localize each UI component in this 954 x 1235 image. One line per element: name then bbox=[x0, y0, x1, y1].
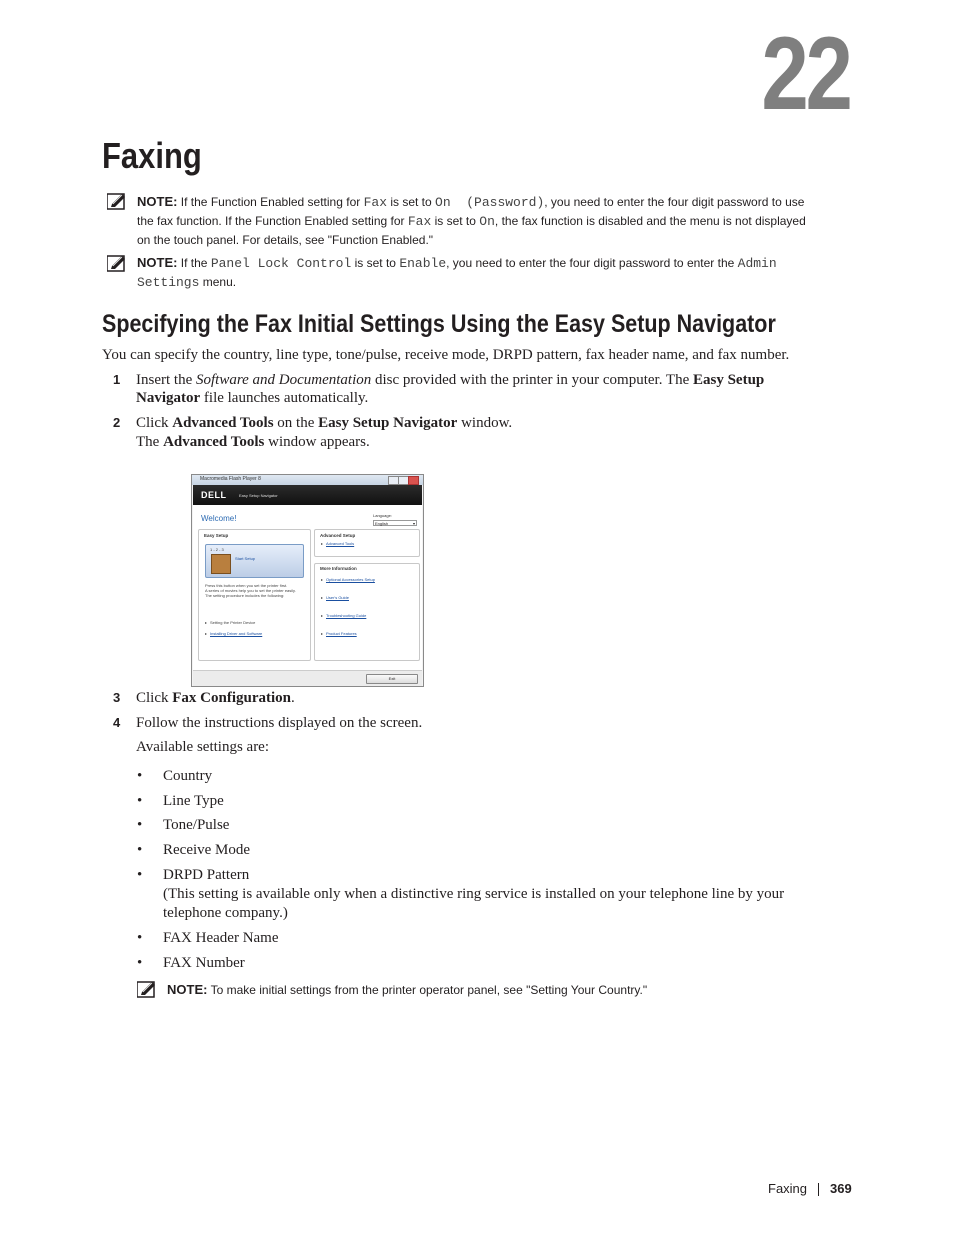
step-text: window appears. bbox=[268, 434, 370, 450]
note-text: To make initial settings from the printer operator panel, see "Setting Your Country." bbox=[210, 983, 648, 997]
note-label: NOTE: bbox=[167, 982, 208, 997]
language-label: Language: bbox=[373, 513, 392, 518]
step-text-bold: Navigator bbox=[136, 390, 201, 406]
banner-nav-title: Easy Setup Navigator bbox=[239, 493, 278, 498]
advanced-tools-link: Advanced Tools bbox=[326, 541, 355, 546]
setting-printer-text: Setting the Printer Device bbox=[210, 620, 256, 625]
welcome-heading: Welcome! bbox=[201, 514, 237, 523]
note-text: , you need to enter the four digit password to use bbox=[544, 195, 805, 209]
section-intro: You can specify the country, line type, tone/pulse, receive mode, DRPD pattern, fax header name, and fax number. bbox=[102, 347, 790, 363]
bullet-arrow-icon: ▸ bbox=[205, 620, 208, 625]
steps-label: 1 - 2 - 3 bbox=[210, 547, 224, 552]
bullet-dot: • bbox=[137, 955, 143, 971]
chapter-number: 22 bbox=[761, 16, 850, 132]
code-text: Settings bbox=[137, 275, 200, 290]
step-number: 3 bbox=[113, 690, 121, 705]
code-text: Fax bbox=[407, 214, 432, 229]
more-information-panel bbox=[314, 563, 420, 661]
step-3-text bbox=[136, 689, 295, 707]
code-text: On bbox=[479, 214, 495, 229]
step-text-italic: Software and Documentation bbox=[195, 372, 372, 388]
panel-title: Advanced Setup bbox=[320, 533, 356, 538]
step-text: window. bbox=[461, 415, 513, 431]
language-select bbox=[373, 520, 417, 526]
step-1-text bbox=[136, 371, 836, 407]
list-item-note: telephone company.) bbox=[163, 905, 288, 921]
step-text-bold: Easy Setup Navigator bbox=[318, 415, 458, 431]
step-number: 1 bbox=[113, 372, 121, 387]
setup-description: A series of movies help you to set the printer easily. bbox=[205, 588, 296, 593]
code-text: Fax bbox=[363, 195, 387, 210]
bullet-arrow-icon: ▸ bbox=[321, 595, 324, 600]
step-2-text bbox=[136, 414, 836, 452]
note-text: is set to bbox=[434, 214, 476, 228]
exit-button: Exit bbox=[366, 674, 418, 684]
note-text: menu. bbox=[202, 275, 237, 289]
setup-description: Press this button when you set the printer first. bbox=[205, 583, 288, 588]
troubleshooting-guide-link: Troubleshooting Guide bbox=[326, 613, 367, 618]
list-item: Country bbox=[163, 768, 213, 784]
code-text: Admin bbox=[737, 256, 777, 271]
note-text: is set to bbox=[390, 195, 432, 209]
step-number: 4 bbox=[113, 715, 121, 730]
start-setup-label: Start Setup bbox=[235, 556, 256, 561]
code-text: On (Password) bbox=[435, 195, 545, 210]
start-setup-button bbox=[205, 544, 304, 578]
optional-accessories-link: Optional Accessories Setup bbox=[326, 577, 375, 582]
product-features-link: Product Features bbox=[326, 631, 357, 636]
step-text: Click bbox=[136, 690, 169, 706]
bullet-arrow-icon: ▸ bbox=[321, 541, 324, 546]
window-title: Macromedia Flash Player 8 bbox=[200, 476, 261, 482]
note-operator-panel bbox=[167, 981, 847, 999]
list-item: FAX Number bbox=[163, 955, 245, 971]
code-text: Panel Lock Control bbox=[210, 256, 352, 271]
note-label: NOTE: bbox=[137, 194, 178, 209]
navigator-footer bbox=[193, 670, 422, 686]
section-title: Specifying the Fax Initial Settings Using the Easy Setup Navigator bbox=[102, 310, 776, 338]
note-label: NOTE: bbox=[137, 255, 178, 270]
step-text: file launches automatically. bbox=[203, 390, 369, 406]
step-text: disc provided with the printer in your computer. The bbox=[375, 372, 690, 388]
step-text: . bbox=[291, 690, 295, 706]
step-4-subtext: Available settings are: bbox=[136, 739, 270, 755]
note-text: , you need to enter the four digit password to enter the bbox=[446, 256, 735, 270]
step-text-bold: Advanced Tools bbox=[172, 415, 274, 431]
step-text-bold: Fax Configuration bbox=[172, 690, 292, 706]
step-text: on the bbox=[277, 415, 315, 431]
list-item-note: (This setting is available only when a distinctive ring service is installed on your telephone line by your bbox=[163, 886, 785, 902]
step-number: 2 bbox=[113, 415, 121, 430]
bullet-dot: • bbox=[137, 930, 143, 946]
note-panel-lock bbox=[137, 254, 849, 292]
step-text-bold: Advanced Tools bbox=[163, 434, 265, 450]
note-text: is set to bbox=[354, 256, 396, 270]
list-item: FAX Header Name bbox=[163, 930, 279, 946]
setup-description: The setting procedure includes the following: bbox=[205, 593, 285, 598]
bullet-dot: • bbox=[137, 817, 143, 833]
bullet-arrow-icon: ▸ bbox=[321, 613, 324, 618]
window-titlebar bbox=[192, 475, 423, 485]
step-text: Insert the bbox=[136, 372, 193, 388]
panel-title: Easy Setup bbox=[204, 533, 229, 538]
list-item: DRPD Pattern bbox=[163, 867, 250, 883]
navigator-content bbox=[193, 505, 422, 670]
dell-logo: DELL bbox=[201, 490, 227, 500]
chevron-down-icon: ▾ bbox=[412, 521, 415, 526]
step-text: Click bbox=[136, 415, 169, 431]
step-text-bold: Easy Setup bbox=[693, 372, 765, 388]
note-text: , the fax function is disabled and the menu is not displayed bbox=[494, 214, 806, 228]
bullet-arrow-icon: ▸ bbox=[321, 577, 324, 582]
installing-driver-link: Installing Driver and Software bbox=[210, 631, 263, 636]
bullet-dot: • bbox=[137, 867, 143, 883]
step-text: The bbox=[136, 434, 160, 450]
close-icon bbox=[408, 476, 419, 485]
chapter-title: Faxing bbox=[102, 135, 202, 176]
easy-setup-navigator-screenshot bbox=[191, 474, 424, 687]
note-pencil-icon bbox=[107, 193, 127, 211]
code-text: Enable bbox=[399, 256, 447, 271]
note-text: If the bbox=[180, 256, 208, 270]
step-4-text: Follow the instructions displayed on the screen. bbox=[136, 715, 423, 731]
users-guide-link: User's Guide bbox=[326, 595, 349, 600]
note-function-enabled bbox=[137, 193, 849, 249]
dell-banner bbox=[193, 485, 422, 505]
note-pencil-icon bbox=[137, 981, 157, 999]
note-text: If the Function Enabled setting for bbox=[180, 195, 361, 209]
note-text: the fax function. If the Function Enabled setting for bbox=[137, 214, 405, 228]
easy-setup-panel bbox=[198, 529, 311, 661]
note-pencil-icon bbox=[107, 255, 127, 273]
list-item: Line Type bbox=[163, 793, 224, 809]
advanced-setup-panel bbox=[314, 529, 420, 557]
footer-section: Faxing bbox=[768, 1181, 808, 1196]
list-item: Tone/Pulse bbox=[163, 817, 230, 833]
panel-title: More Information bbox=[320, 566, 357, 571]
printer-box-icon bbox=[211, 554, 231, 574]
list-item: Receive Mode bbox=[163, 842, 251, 858]
footer-divider bbox=[818, 1183, 819, 1196]
bullet-dot: • bbox=[137, 842, 143, 858]
bullet-arrow-icon: ▸ bbox=[205, 631, 208, 636]
bullet-dot: • bbox=[137, 768, 143, 784]
language-value: English bbox=[375, 521, 389, 526]
page-number: 369 bbox=[830, 1181, 852, 1196]
note-text: on the touch panel. For details, see "Function Enabled." bbox=[137, 233, 434, 247]
bullet-dot: • bbox=[137, 793, 143, 809]
bullet-arrow-icon: ▸ bbox=[321, 631, 324, 636]
